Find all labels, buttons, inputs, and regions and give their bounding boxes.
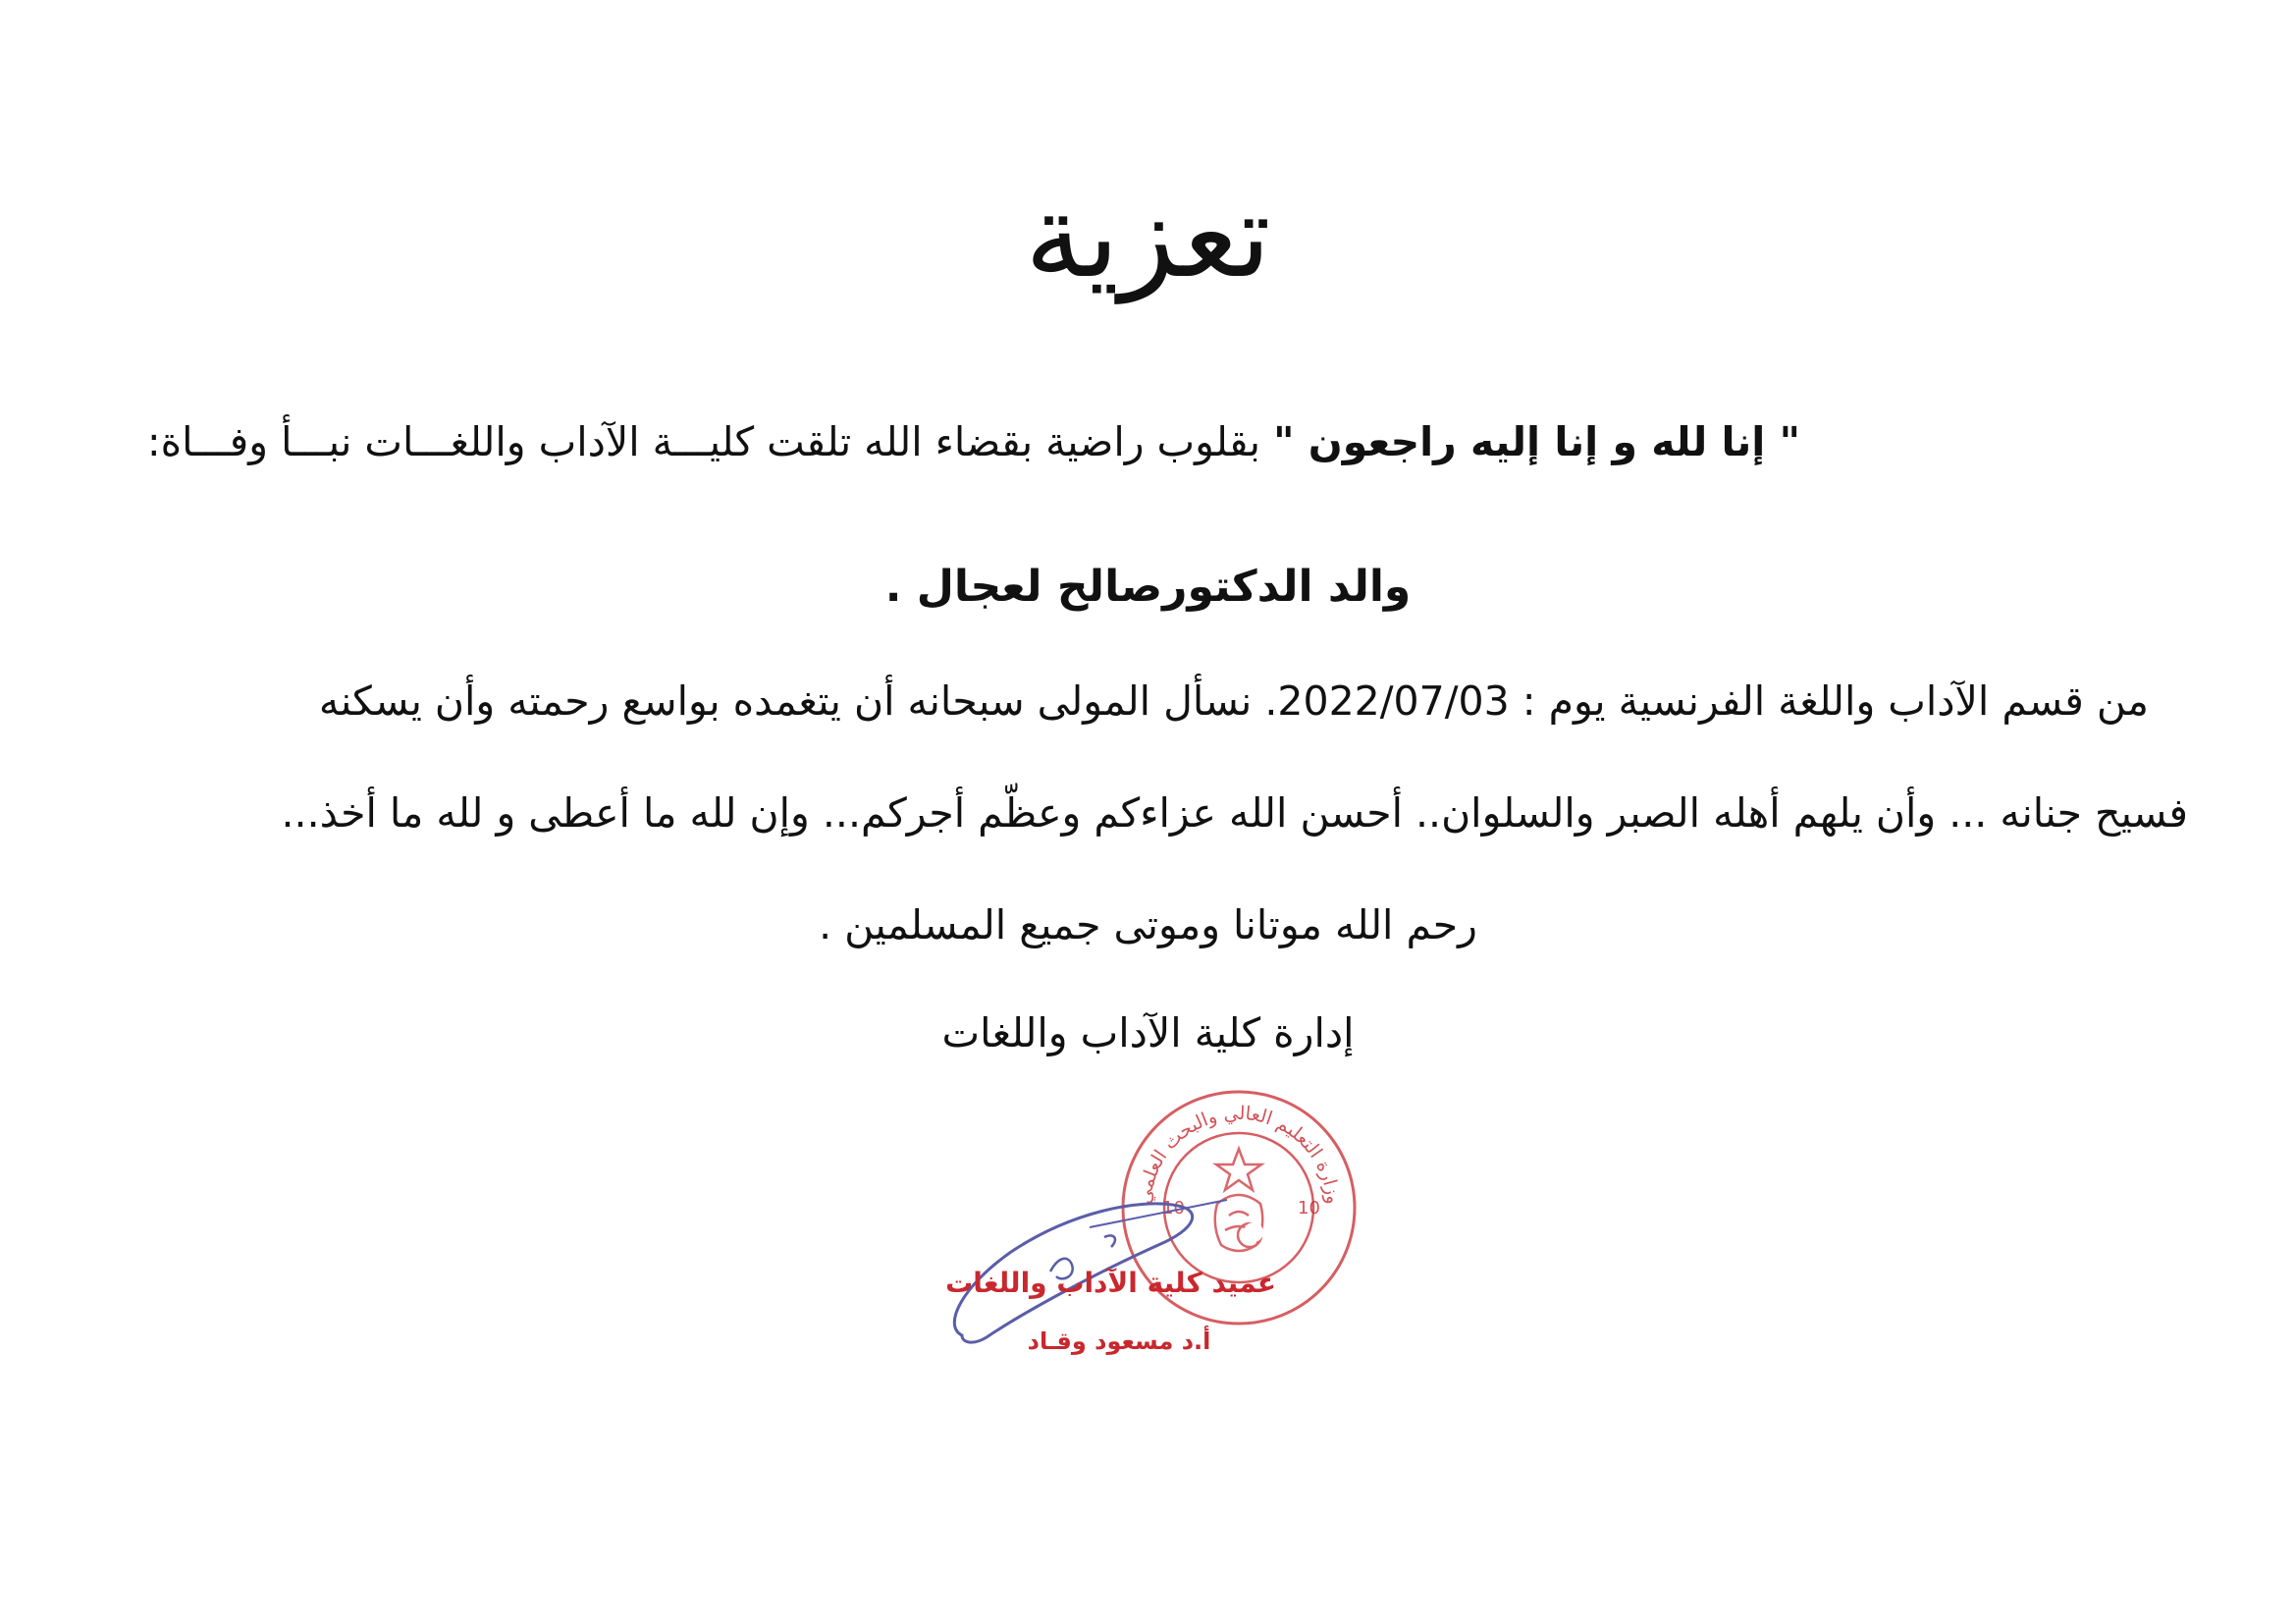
seal-number-left: 10 <box>1162 1198 1185 1218</box>
quran-quote: " إنا لله و إنا إليه راجعون " <box>1273 418 1800 465</box>
issuer-line: إدارة كلية الآداب واللغات <box>941 1009 1355 1056</box>
mercy-line: رحم الله موتانا وموتى جميع المسلمين . <box>819 901 1477 948</box>
dean-name: أ.د مسعود وقـاد <box>1027 1327 1211 1355</box>
prayer-line: فسيح جنانه ... وأن يلهم أهله الصبر والسلوان.. أحسن الله عزاءكم وعظّم أجركم... وإن لله ما أعطى و لله ما أخذ... <box>281 789 2188 837</box>
deceased-line: والد الدكتورصالح لعجال . <box>884 562 1412 612</box>
dean-title: عميد كلية الآداب واللغات <box>945 1267 1276 1299</box>
department-date-line: من قسم الآداب واللغة الفرنسية يوم : 2022/07/03. نسأل المولى سبحانه أن يتغمده بواسع رحمته وأن يسكنه <box>318 677 2149 725</box>
seal-number-right: 10 <box>1298 1198 1320 1218</box>
opening-line <box>147 412 1800 471</box>
opening-text: بقلوب راضية بقضاء الله تلقت كليـــة الآداب واللغـــات نبـــأ وفـــاة: <box>146 418 1274 465</box>
document-title: تعزية <box>1025 168 1271 303</box>
seal-text: وزارة التعليم العالي والبحث العلمي <box>1133 1102 1344 1206</box>
